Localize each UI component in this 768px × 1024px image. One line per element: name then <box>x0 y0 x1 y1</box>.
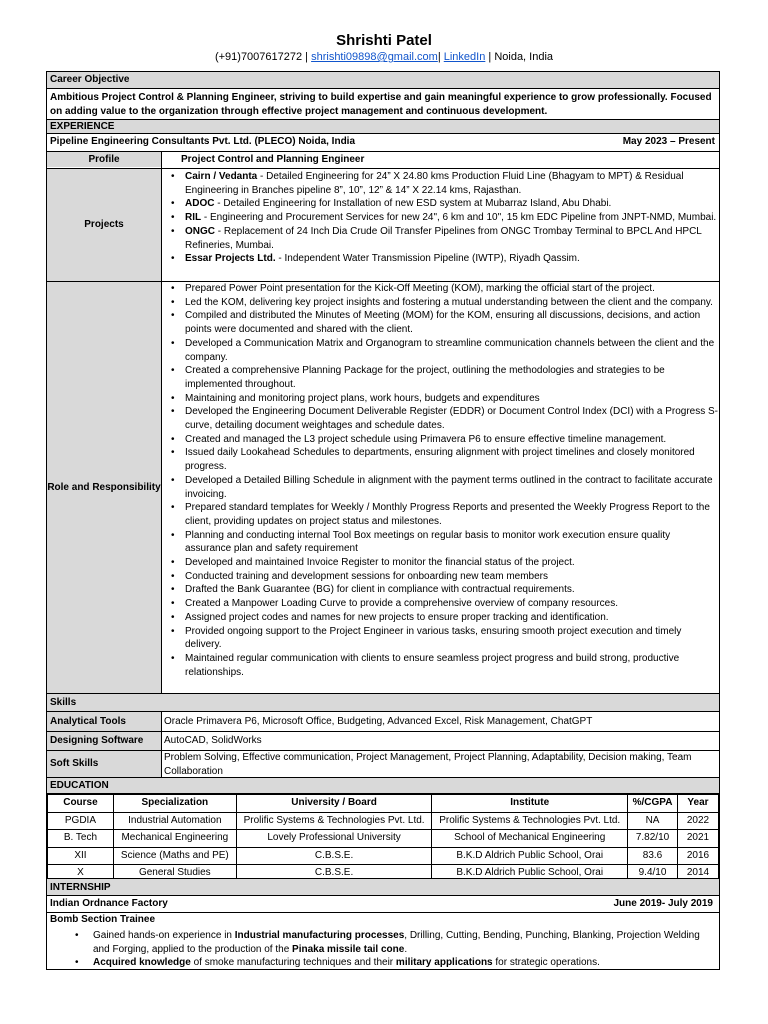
projects-label: Projects <box>47 169 161 281</box>
role-item: • Developed and maintained Invoice Register to monitor the financial status of the project. <box>163 556 719 570</box>
internship-company: Indian Ordnance Factory <box>50 898 168 909</box>
role-label: Role and Responsibility <box>47 282 161 693</box>
contact-separator: | <box>437 51 441 63</box>
role-item: • Issued daily Lookahead Schedules to departments, ensuring alignment with project timelines and closely monitored progress. <box>163 446 719 473</box>
education-column-header: Course <box>48 795 114 813</box>
projects-list <box>163 170 719 266</box>
role-item: • Created and managed the L3 project schedule using Primavera P6 to ensure effective timeline management. <box>163 433 719 447</box>
role-item: • Planning and conducting internal Tool Box meetings on regular basis to monitor work execution ensure quality assurance plan and safety requirement <box>163 529 719 556</box>
education-cell: 2016 <box>678 847 719 865</box>
role-item: • Assigned project codes and names for new projects to ensure proper tracking and identification. <box>163 611 719 625</box>
skill-value-analytical: Oracle Primavera P6, Microsoft Office, Budgeting, Advanced Excel, Risk Management, ChatGPT <box>164 716 593 727</box>
education-cell: Industrial Automation <box>113 812 236 830</box>
employment-dates: May 2023 – Present <box>622 136 715 147</box>
education-cell: 2022 <box>678 812 719 830</box>
role-item: • Created a comprehensive Planning Package for the project, outlining the methodologies and strategies to be implemented throughout. <box>163 364 719 391</box>
education-cell: 9.4/10 <box>628 865 678 883</box>
education-cell: Prolific Systems & Technologies Pvt. Ltd. <box>236 812 432 830</box>
education-cell: B.K.D Aldrich Public School, Orai <box>432 847 628 865</box>
education-column-header: University / Board <box>236 795 432 813</box>
education-row <box>48 847 719 865</box>
project-item: • ONGC - Replacement of 24 Inch Dia Crude Oil Transfer Pipelines from ONGC Trombay Terminal to BPCL And HPCL Refineries, Mumbai. <box>163 225 719 252</box>
resume-table <box>46 71 720 970</box>
project-item: • Essar Projects Ltd. - Independent Water Transmission Pipeline (IWTP), Riyadh Qassim. <box>163 252 719 266</box>
role-item: • Prepared standard templates for Weekly / Monthly Progress Reports and presented the Weekly Progress Report to the client, providing updates on project status and milestones. <box>163 501 719 528</box>
education-cell: Science (Maths and PE) <box>113 847 236 865</box>
education-cell: C.B.S.E. <box>236 847 432 865</box>
role-item: • Compiled and distributed the Minutes of Meeting (MOM) for the KOM, ensuring all discussions, decisions, and action points were documented and shared with the client. <box>163 309 719 336</box>
education-cell: General Studies <box>113 865 236 883</box>
profile-value: Project Control and Planning Engineer <box>181 154 365 165</box>
education-cell: School of Mechanical Engineering <box>432 830 628 848</box>
education-cell: NA <box>628 812 678 830</box>
education-cell: B.K.D Aldrich Public School, Orai <box>432 865 628 883</box>
education-cell: Mechanical Engineering <box>113 830 236 848</box>
role-item: • Maintaining and monitoring project plans, work hours, budgets and expenditures <box>163 392 719 406</box>
role-item: • Maintained regular communication with clients to ensure seamless project progress and build strong, productive relationships. <box>163 652 719 679</box>
skill-value-soft: Problem Solving, Effective communication, Project Management, Project Planning, Adaptability, Decision making, Team Collaboration <box>164 752 692 777</box>
role-item: • Led the KOM, delivering key project insights and fostering a mutual understanding between the client and the company. <box>163 296 719 310</box>
education-column-header: Year <box>678 795 719 813</box>
education-column-header: %/CGPA <box>628 795 678 813</box>
education-cell: X <box>48 865 114 883</box>
education-cell: 83.6 <box>628 847 678 865</box>
skill-label-design: Designing Software <box>47 732 161 750</box>
education-cell: 7.82/10 <box>628 830 678 848</box>
roles-list <box>163 282 719 679</box>
education-cell: B. Tech <box>48 830 114 848</box>
role-item: • Provided ongoing support to the Project Engineer in various tasks, ensuring smooth project execution and timely delivery. <box>163 625 719 652</box>
role-item: • Created a Manpower Loading Curve to provide a comprehensive overview of company resources. <box>163 597 719 611</box>
role-item: • Developed a Detailed Billing Schedule in alignment with the payment terms outlined in the contract to facilitate accurate invoicing. <box>163 474 719 501</box>
education-table <box>47 794 719 883</box>
education-cell: 2014 <box>678 865 719 883</box>
education-cell: PGDIA <box>48 812 114 830</box>
career-objective-heading: Career Objective <box>47 72 719 89</box>
internship-point-2: Acquired knowledge of smoke manufacturing techniques and their military applications for strategic operations. <box>93 957 600 968</box>
education-cell: XII <box>48 847 114 865</box>
education-column-header: Specialization <box>113 795 236 813</box>
phone: (+91)7007617272 | <box>214 51 309 63</box>
contact-line <box>0 51 768 63</box>
skill-label-analytical: Analytical Tools <box>47 712 161 732</box>
bullet: • <box>75 930 79 941</box>
column-divider <box>161 152 162 693</box>
internship-point-1: Gained hands-on experience in Industrial manufacturing processes, Drilling, Cutting, Bending, Punching, Blanking, Projection Welding and Forging, applied to the production of the Pinaka missile tail cone. <box>93 930 700 955</box>
project-item: • ADOC - Detailed Engineering for Installation of new ESD system at Mubarraz Island, Abu Dhabi. <box>163 197 719 211</box>
bullet: • <box>75 957 79 968</box>
internship-role: Bomb Section Trainee <box>50 914 156 925</box>
role-item: • Drafted the Bank Guarantee (BG) for client in compliance with contractual requirements. <box>163 583 719 597</box>
education-row <box>48 812 719 830</box>
internship-heading: INTERNSHIP <box>47 878 719 896</box>
education-row <box>48 830 719 848</box>
project-item: • RIL - Engineering and Procurement Services for new 24", 6 km and 10", 15 km EDC Pipeline from JNPT-NMD, Mumbai. <box>163 211 719 225</box>
project-item: • Cairn / Vedanta - Detailed Engineering for 24” X 24.80 kms Production Fluid Line (Bhagyam to MPT) & Residual Engineering in Branches pipeline 8”, 10”, 12” & 14” X 22.14 kms, Rajasthan. <box>163 170 719 197</box>
company-name: Pipeline Engineering Consultants Pvt. Ltd. (PLECO) Noida, India <box>50 136 356 147</box>
education-cell: Prolific Systems & Technologies Pvt. Ltd. <box>432 812 628 830</box>
profile-label: Profile <box>47 152 161 167</box>
candidate-name: Shrishti Patel <box>336 32 432 49</box>
email-link[interactable]: shrishti09898@gmail.com <box>311 51 438 63</box>
education-cell: C.B.S.E. <box>236 865 432 883</box>
location: | Noida, India <box>488 51 554 63</box>
education-header-row <box>48 795 719 813</box>
education-cell: 2021 <box>678 830 719 848</box>
role-item: • Conducted training and development sessions for onboarding new team members <box>163 570 719 584</box>
skill-label-soft: Soft Skills <box>47 751 161 777</box>
internship-dates: June 2019- July 2019 <box>613 898 713 909</box>
role-item: • Developed a Communication Matrix and Organogram to streamline communication channels between the client and the company. <box>163 337 719 364</box>
skills-heading: Skills <box>47 693 719 712</box>
education-heading: EDUCATION <box>47 777 719 794</box>
linkedin-link[interactable]: LinkedIn <box>443 51 486 63</box>
education-column-header: Institute <box>432 795 628 813</box>
role-item: • Developed the Engineering Document Deliverable Register (EDDR) or Document Control Index (DCI) with a Progress S-curve, detailing document weightages and schedule dates. <box>163 405 719 432</box>
column-divider <box>161 712 162 778</box>
experience-heading: EXPERIENCE <box>47 119 719 134</box>
role-item: • Prepared Power Point presentation for the Kick-Off Meeting (KOM), marking the official start of the project. <box>163 282 719 296</box>
skill-value-design: AutoCAD, SolidWorks <box>164 735 262 746</box>
career-objective-text: Ambitious Project Control & Planning Engineer, striving to build expertise and gain meaningful experience to grow professionally. Focused on adding value to the organization through effective project management and continuous development. <box>50 92 712 117</box>
education-cell: Lovely Professional University <box>236 830 432 848</box>
